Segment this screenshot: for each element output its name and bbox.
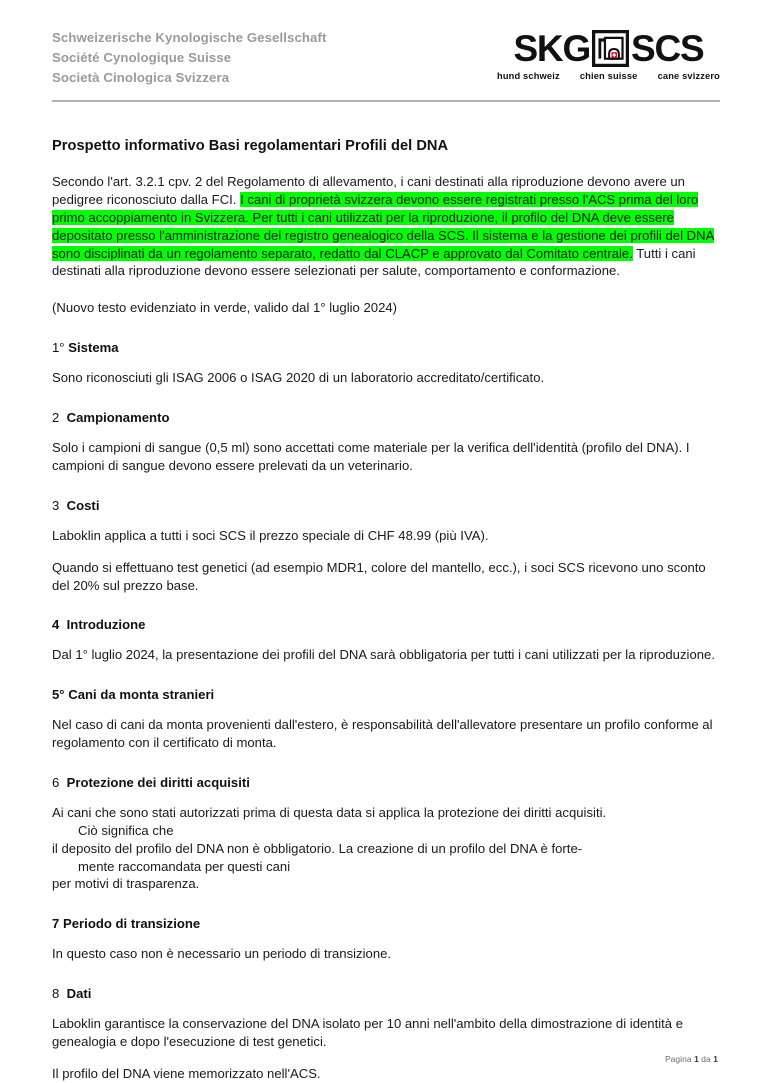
section-heading-6 — [52, 775, 718, 790]
section-4-paragraph-1: Dal 1° luglio 2024, la presentazione dei profili del DNA sarà obbligatoria per tutti i cani utilizzati per la riproduzione. — [52, 647, 715, 663]
org-name-fr: Société Cynologique Suisse — [52, 50, 232, 66]
section-6-line-3: il deposito del profilo del DNA non è obbligatorio. La creazione di un profilo del DNA è forte- — [52, 840, 583, 856]
logo-subtitle-it: cane svizzero — [657, 71, 720, 81]
section-heading-2 — [52, 410, 718, 425]
org-name-it: Società Cinologica Svizzera — [52, 70, 230, 86]
footer-middle: da — [698, 1054, 714, 1064]
logo-subtitle-fr: chien suisse — [579, 71, 638, 81]
footer-prefix: Pagina — [664, 1054, 695, 1064]
footer-total-pages: 1 — [713, 1054, 718, 1064]
page-header — [0, 0, 764, 88]
section-6-line-2: Ciò significa che — [78, 822, 174, 838]
section-number-3: 3 — [52, 497, 60, 513]
section-title-5: Cani da monta stranieri — [68, 687, 215, 703]
footer-current-page: 1 — [694, 1054, 699, 1064]
logo-subtitle-de: hund schweiz — [497, 71, 560, 81]
section-title-3: Costi — [66, 497, 100, 513]
section-heading-1 — [52, 340, 718, 355]
section-number-8: 8 — [52, 986, 60, 1002]
page-title: Prospetto informativo Basi regolamentari Profili del DNA — [52, 138, 449, 155]
section-number-5: 5° — [52, 687, 65, 703]
logo-subtitles — [497, 71, 720, 81]
section-title-4: Introduzione — [66, 617, 146, 633]
section-title-6: Protezione dei diritti acquisiti — [66, 774, 250, 790]
intro-text-before: Secondo l'art. 3.2.1 cpv. 2 del Regolamento di allevamento, i cani destinati alla riproduzione devono avere un pedigree riconosciuto dalla FCI. — [52, 174, 685, 208]
document-content — [0, 138, 764, 1082]
organization-names — [52, 28, 326, 88]
logo-wordmark — [497, 30, 720, 67]
skg-scs-logo — [497, 30, 720, 81]
section-number-2: 2 — [52, 410, 60, 426]
section-heading-8 — [52, 986, 718, 1001]
section-8-paragraph-1: Laboklin garantisce la conservazione del DNA isolato per 10 anni nell'ambito della dimostrazione di identità e genealogia e dopo l'esecuzione di test genetici. — [52, 1016, 684, 1049]
section-8-paragraph-2: Il profilo del DNA viene memorizzato nell'ACS. — [52, 1065, 321, 1081]
intro-paragraph — [52, 173, 718, 280]
section-number-4: 4 — [52, 617, 60, 633]
section-3-paragraph-1: Laboklin applica a tutti i soci SCS il prezzo speciale di CHF 48.99 (più IVA). — [52, 527, 489, 543]
section-heading-3 — [52, 498, 718, 513]
section-title-7: Periodo di transizione — [62, 916, 201, 932]
intro-highlighted-text: I cani di proprietà svizzera devono essere registrati presso l'ACS prima del loro primo accoppiamento in Svizzera. Per tutti i cani utilizzati per la riproduzione, il profilo del DNA deve essere depositato presso l'amministrazione del registro genealogico della SCS. Il sistema e la gestione dei profili del DNA sono disciplinati da un regolamento separato, redatto dal CLACP e approvato dal Comitato centrale. — [52, 192, 715, 261]
section-6-line-4: mente raccomandata per questi cani — [78, 858, 291, 874]
section-heading-7 — [52, 916, 718, 931]
section-heading-5 — [52, 687, 718, 702]
section-6-body — [52, 804, 718, 893]
org-name-de: Schweizerische Kynologische Gesellschaft — [52, 30, 327, 45]
logo-word-scs: SCS — [631, 28, 704, 69]
section-6-line-5: per motivi di trasparenza. — [52, 876, 200, 892]
section-number-6: 6 — [52, 774, 60, 790]
section-5-paragraph-1: Nel caso di cani da monta provenienti dall'estero, è responsabilità dell'allevatore presentare un profilo conforme al regolamento con il certificato di monta. — [52, 717, 713, 751]
validity-note: (Nuovo testo evidenziato in verde, valido dal 1° luglio 2024) — [52, 300, 398, 316]
section-title-1: Sistema — [68, 340, 119, 356]
section-number-1: 1° — [52, 340, 65, 356]
section-number-7: 7 — [52, 916, 60, 932]
section-title-8: Dati — [66, 986, 92, 1002]
header-divider — [52, 100, 720, 102]
section-heading-4 — [52, 617, 718, 632]
section-2-paragraph-1: Solo i campioni di sangue (0,5 ml) sono accettati come materiale per la verifica dell'identità (profilo del DNA). I campioni di sangue devono essere prelevati da un veterinario. — [52, 440, 690, 473]
section-title-2: Campionamento — [66, 410, 170, 426]
section-6-line-1: Ai cani che sono stati autorizzati prima di questa data si applica la protezione dei diritti acquisiti. — [52, 804, 607, 820]
section-7-paragraph-1: In questo caso non è necessario un periodo di transizione. — [52, 946, 392, 962]
intro-text-after: Tutti i cani destinati alla riproduzione devono essere selezionati per salute, comportamento e conformazione. — [52, 245, 696, 279]
section-3-paragraph-2: Quando si effettuano test genetici (ad esempio MDR1, colore del mantello, ecc.), i soci SCS ricevono uno sconto del 20% sul prezzo base. — [52, 559, 706, 593]
page-footer — [665, 1054, 718, 1064]
kennel-swiss-cross-icon — [592, 30, 629, 67]
section-1-paragraph-1: Sono riconosciuti gli ISAG 2006 o ISAG 2020 di un laboratorio accreditato/certificato. — [52, 370, 545, 386]
logo-word-skg: SKG — [513, 28, 591, 69]
